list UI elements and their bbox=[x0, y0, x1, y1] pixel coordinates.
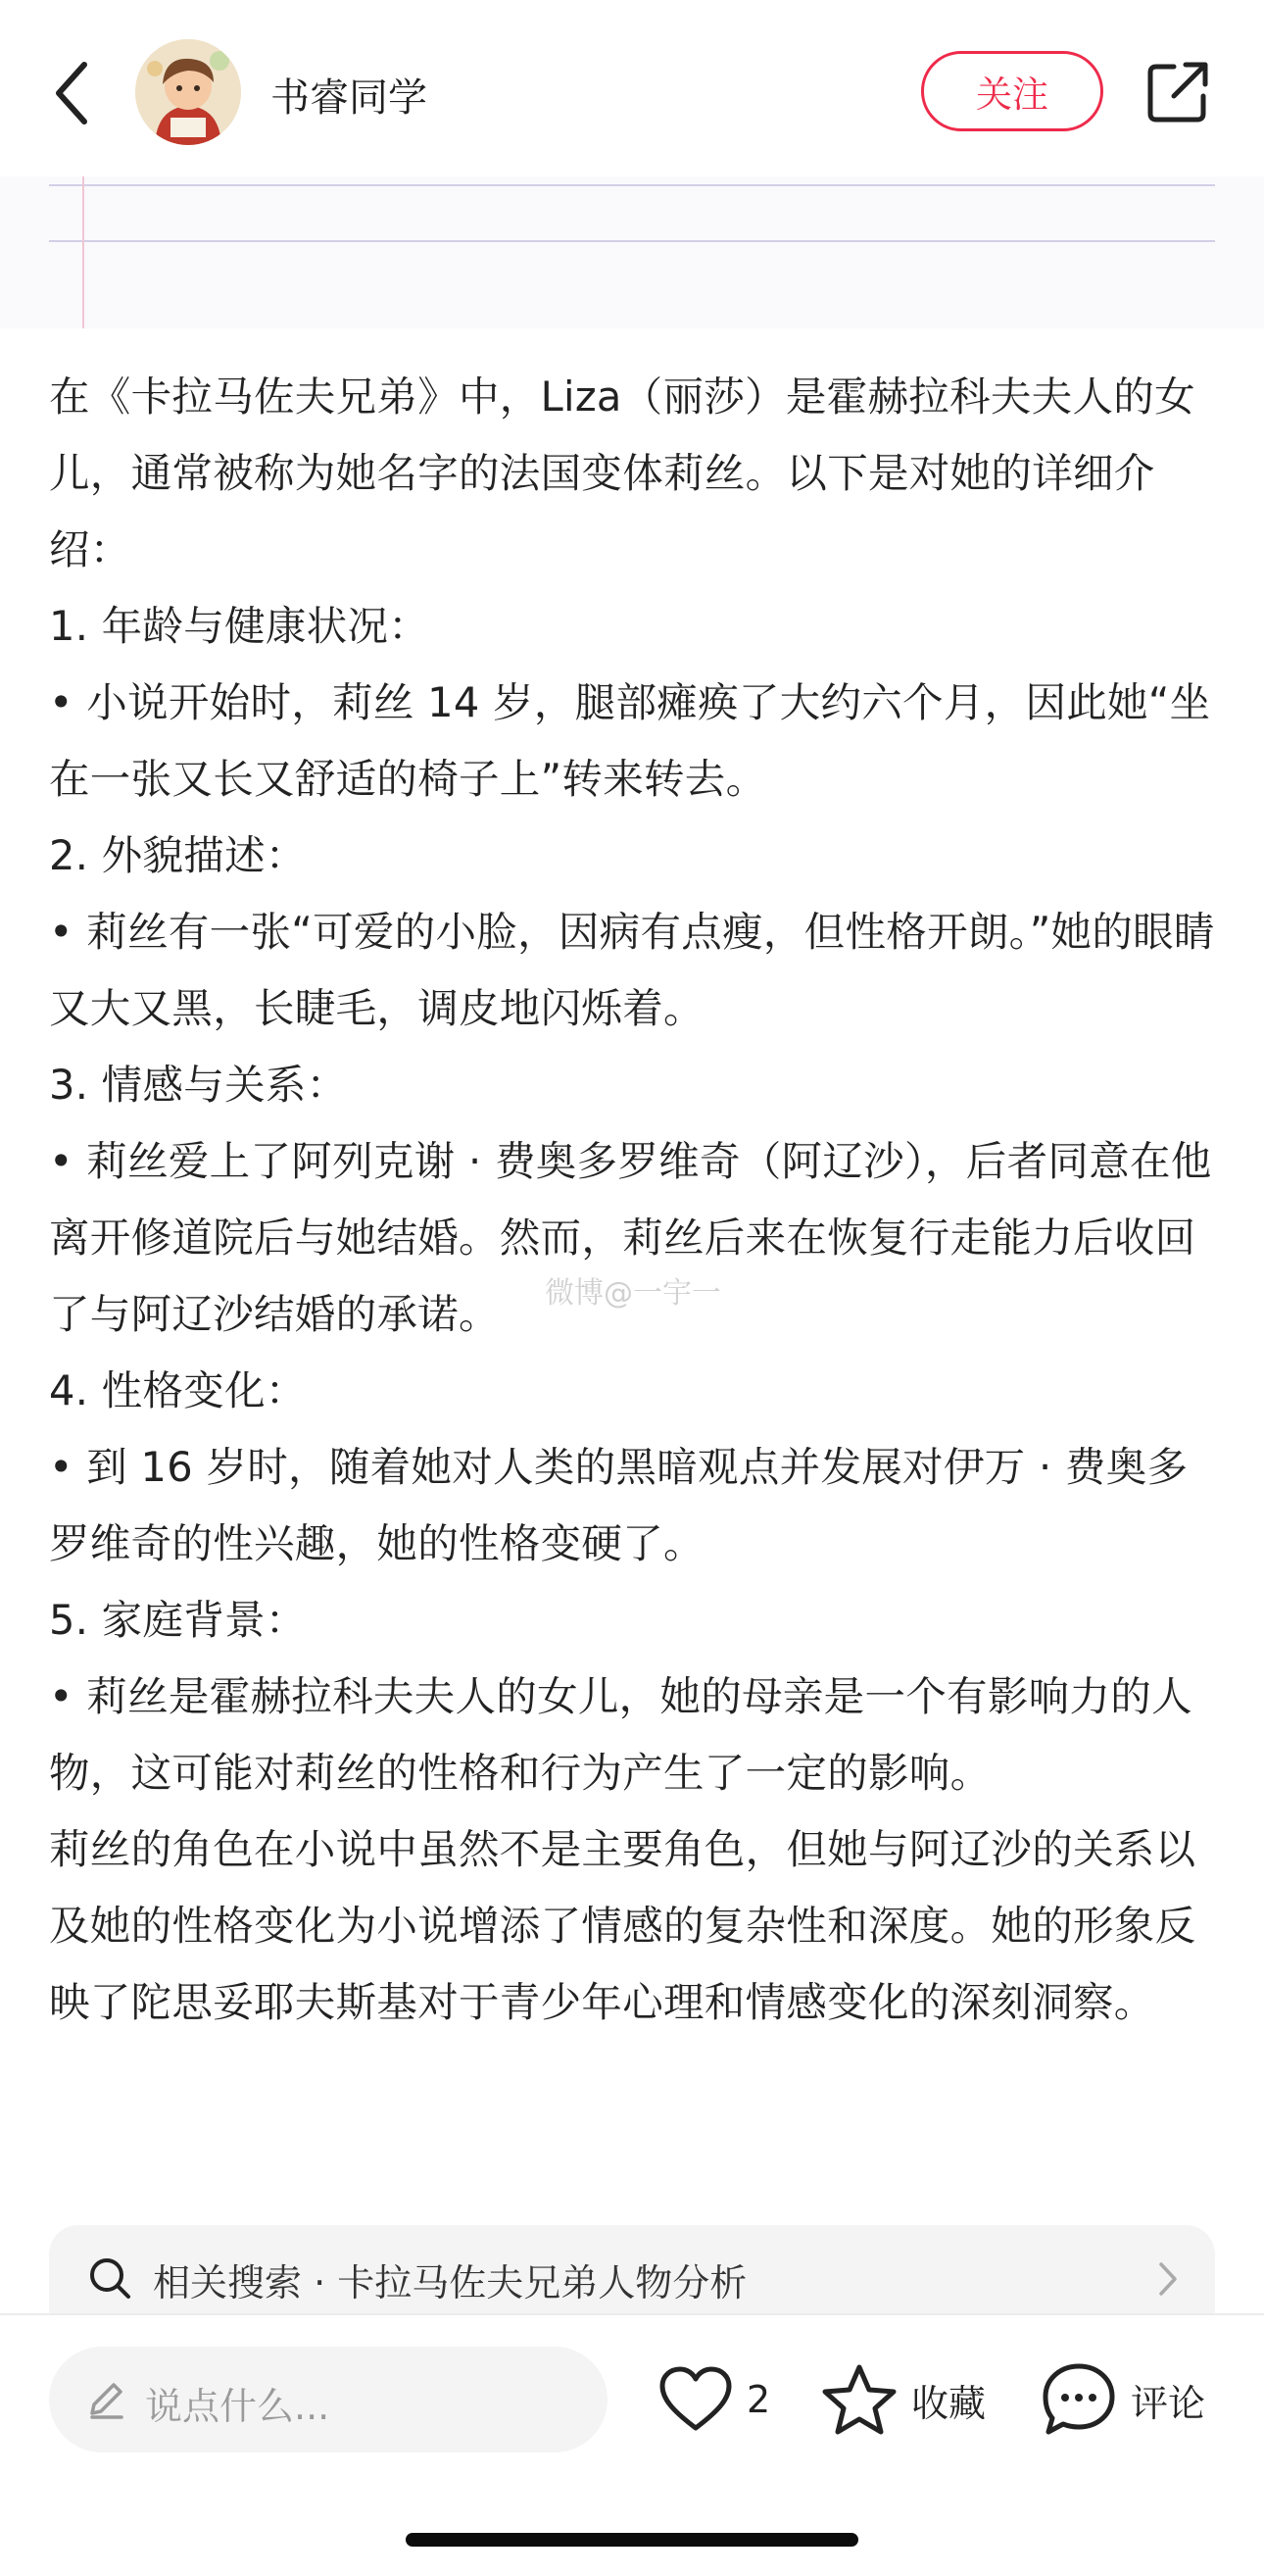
home-indicator[interactable] bbox=[406, 2533, 858, 2547]
star-icon bbox=[821, 2362, 898, 2437]
comment-bubble-icon bbox=[1041, 2361, 1117, 2438]
article-body bbox=[49, 359, 1219, 2041]
article-paragraph: • 莉丝是霍赫拉科夫夫人的女儿，她的母亲是一个有影响力的人物，这可能对莉丝的性格和行为产生了一定的影响。 bbox=[49, 1672, 1192, 1797]
top-bar bbox=[0, 0, 1264, 176]
heart-icon bbox=[658, 2365, 733, 2434]
article-paragraph: • 到 16 岁时，随着她对人类的黑暗观点并发展对伊万 · 费奥多罗维奇的性兴趣，她的性格变硬了。 bbox=[49, 1443, 1189, 1567]
like-button[interactable] bbox=[658, 2358, 770, 2441]
watermark: 微博@一宇一 bbox=[545, 1276, 721, 1311]
ruled-line bbox=[49, 184, 1215, 186]
section-heading: 4. 性格变化： bbox=[49, 1366, 307, 1414]
follow-button[interactable]: 关注 bbox=[921, 51, 1103, 131]
article-paragraph: 在《卡拉马佐夫兄弟》中，Liza（丽莎）是霍赫拉科夫夫人的女儿，通常被称为她名字的法国变体莉丝。以下是对她的详细介绍： bbox=[49, 372, 1195, 573]
article-paragraph: 莉丝的角色在小说中虽然不是主要角色，但她与阿辽沙的关系以及她的性格变化为小说增添了情感的复杂性和深度。她的形象反映了陀思妥耶夫斯基对于青少年心理和情感变化的深刻洞察。 bbox=[49, 1825, 1196, 2026]
like-count: 2 bbox=[747, 2378, 771, 2421]
chevron-right-icon bbox=[1156, 2260, 1180, 2298]
margin-line bbox=[82, 176, 84, 328]
favorite-button[interactable] bbox=[821, 2358, 986, 2441]
back-icon[interactable] bbox=[49, 59, 94, 127]
section-heading: 5. 家庭背景： bbox=[49, 1596, 307, 1644]
comment-label: 评论 bbox=[1131, 2381, 1206, 2425]
comment-input[interactable] bbox=[49, 2347, 608, 2452]
article-paragraph: • 小说开始时，莉丝 14 岁，腿部瘫痪了大约六个月，因此她“坐在一张又长又舒适的椅子上”转来转去。 bbox=[49, 678, 1211, 803]
section-heading: 3. 情感与关系： bbox=[49, 1061, 348, 1109]
search-icon bbox=[86, 2254, 133, 2302]
pencil-icon bbox=[84, 2378, 127, 2421]
favorite-label: 收藏 bbox=[911, 2381, 987, 2425]
ruled-line bbox=[49, 240, 1215, 242]
section-heading: 2. 外貌描述： bbox=[49, 831, 307, 879]
share-icon[interactable] bbox=[1144, 59, 1211, 125]
author-name[interactable]: 书睿同学 bbox=[270, 75, 427, 121]
article-paragraph: • 莉丝有一张“可爱的小脸，因病有点瘦，但性格开朗。”她的眼睛又大又黑，长睫毛，调皮地闪烁着。 bbox=[49, 908, 1215, 1032]
related-search-label: 相关搜索 · 卡拉马佐夫兄弟人物分析 bbox=[153, 2261, 748, 2304]
comment-placeholder: 说点什么... bbox=[145, 2385, 330, 2428]
article-paragraph: • 莉丝爱上了阿列克谢 · 费奥多罗维奇（阿辽沙），后者同意在他离开修道院后与她结婚。然而，莉丝后来在恢复行走能力后收回了与阿辽沙结婚的承诺。 bbox=[49, 1137, 1212, 1338]
avatar[interactable] bbox=[135, 39, 241, 145]
comment-button[interactable] bbox=[1041, 2358, 1205, 2441]
section-heading: 1. 年龄与健康状况： bbox=[49, 602, 430, 650]
notebook-image bbox=[0, 176, 1264, 328]
